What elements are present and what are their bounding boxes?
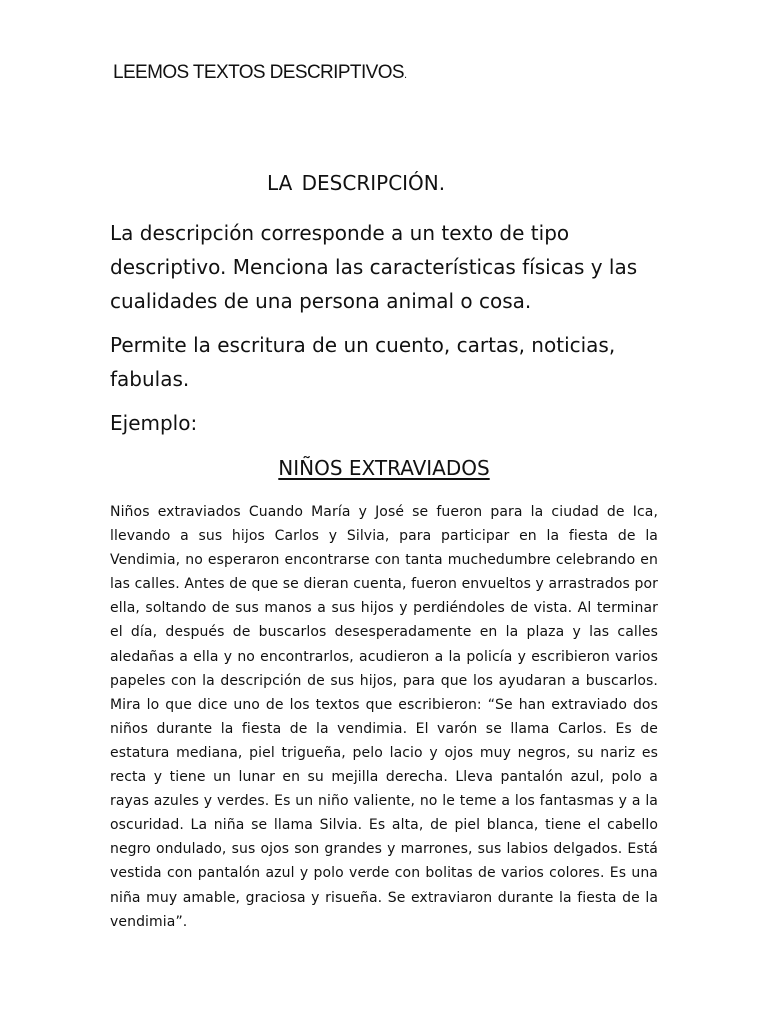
intro-text xyxy=(110,216,670,450)
example-title-text: NIÑOS EXTRAVIADOS xyxy=(278,456,490,480)
example-title xyxy=(0,456,768,480)
header-title-period: . xyxy=(403,69,407,81)
uses-paragraph: Permite la escritura de un cuento, cartas, noticias, fabulas. xyxy=(110,333,616,391)
definition-paragraph: La descripción corresponde a un texto de tipo descriptivo. Menciona las características físicas y las cualidades de una persona animal o cosa. xyxy=(110,221,638,313)
example-story-paragraph: Niños extraviados Cuando María y José se fueron para la ciudad de Ica, llevando a sus hijos Carlos y Silvia, para participar en la fiesta de la Vendimia, no esperaron encontrarse con tanta muchedumbre celebrando en las calles. Antes de que se dieran cuenta, fueron envueltos y arrastrados por ella, soltando de sus manos a sus hijos y perdiéndoles de vista. Al terminar el día, después de buscarlos desesperadamente en la plaza y las calles aledañas a ella y no encontrarlos, acudieron a la policía y escribieron varios papeles con la descripción de sus hijos, para que los ayudaran a buscarlos. Mira lo que dice uno de los textos que escribieron: “Se han extraviado dos niños durante la fiesta de la vendimia. El varón se llama Carlos. Es de estatura mediana, piel trigueña, pelo lacio y ojos muy negros, su nariz es recta y tiene un lunar en su mejilla derecha. Lleva pantalón azul, polo a rayas azules y verdes. Es un niño valiente, no le teme a los fantasmas y a la oscuridad. La niña se llama Silvia. Es alta, de piel blanca, tiene el cabello negro ondulado, sus ojos son grandes y marrones, sus labios delgados. Está vestida con pantalón azul y polo verde con bolitas de varios colores. Es una niña muy amable, graciosa y risueña. Se extraviaron durante la fiesta de la vendimia”. xyxy=(110,504,658,930)
header-title: LEEMOS TEXTOS DESCRIPTIVOS xyxy=(113,62,404,83)
example-label: Ejemplo: xyxy=(110,411,198,435)
document-header xyxy=(113,62,406,84)
section-title: LA DESCRIPCIÓN. xyxy=(267,171,446,195)
